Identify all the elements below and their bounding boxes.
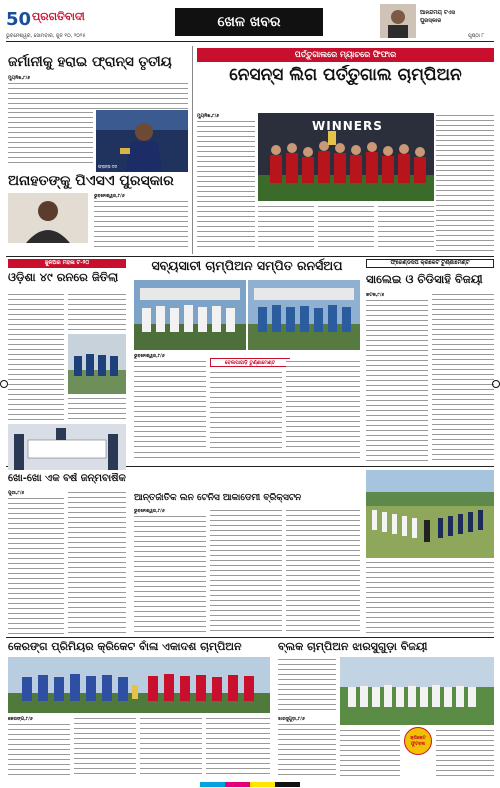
a9-dateline: କେରଙ୍ଗ,୮/୬: [8, 717, 33, 722]
a10-photo: [340, 657, 494, 725]
page-label: ପୃଷ୍ଠା ୮: [468, 33, 485, 39]
a3-body-col2: [436, 113, 494, 251]
section-title-box: [175, 8, 323, 36]
a1-dateline: ମ୍ୟୁନିଖ,୮/୬: [8, 76, 31, 81]
a7-body-col2: [68, 490, 126, 634]
a4-body-col3: [68, 396, 126, 422]
a8-body-col2: [210, 508, 282, 634]
a10-badge-line1: କ୍ରିକେଟ: [410, 736, 426, 741]
a9-body-col4: [206, 716, 270, 778]
a3-banner-text: WINNERS: [312, 119, 383, 133]
cheque-presentation-photo-icon: [8, 424, 126, 470]
a5-box: [210, 358, 290, 367]
a7-dateline: ପୁରୀ,୮/୬: [8, 491, 25, 496]
a10-body-left: [278, 657, 336, 713]
a10-body-col1: [278, 722, 336, 778]
a5-headline: ସବ୍ୟସାଚୀ ଚାମ୍ପିଅନ ସମ୍ପିତ ରନର୍ସଅପ: [151, 258, 343, 273]
lower-band-rule: [6, 637, 494, 638]
a6-body-col2: [432, 292, 494, 464]
a8-dateline: ଭୁବନେଶ୍ୱର,୮/୬: [134, 509, 165, 514]
color-swatch-cyan: [200, 782, 225, 787]
a9-body-col3: [140, 716, 202, 778]
a4-kicker: ଜୁନିଅର ମହିଳା ଟି-୨୦: [44, 260, 90, 266]
a6-photo: [366, 470, 494, 558]
a3-body-col4: [318, 204, 374, 251]
svg-text:50: 50: [6, 9, 32, 28]
a5-body-col2: [210, 370, 282, 449]
a4-photo: [68, 334, 126, 394]
a1-headline: ଜର୍ମାନୀକୁ ହରାଇ ଫ୍ରାନ୍ସ ତୃତୀୟ: [8, 54, 172, 70]
a5-dateline: ଭୁବନେଶ୍ୱର,୮/୬: [134, 354, 165, 359]
a6-headline: ସାଲେଇ ଓ ଚିଡିସାହି ବିଜୟୀ: [366, 272, 483, 286]
a5-photo-right: [248, 280, 360, 350]
color-swatch-black: [275, 782, 300, 787]
a3-photo: [258, 113, 434, 201]
award-ceremony-photo-icon: [134, 280, 246, 350]
winners-group-photo-icon: [248, 280, 360, 350]
a6-photo-caption: [366, 560, 494, 634]
color-bar: [200, 782, 300, 787]
masthead: [0, 0, 500, 44]
a9-photo: [8, 657, 270, 713]
a6-kicker: ଫ୍ରେଣ୍ଡସିପ କ୍ରିକେଟ ଟୁର୍ଣ୍ଣାମେଣ୍ଟ: [390, 260, 470, 266]
a3-kicker-bar: [197, 48, 494, 62]
masthead-rule: [6, 41, 494, 42]
a2-dateline: ଭୁବନେଶ୍ୱର,୮/୬: [94, 194, 125, 199]
cricket-team-photo-icon: [68, 334, 126, 394]
a3-body-col1: [197, 119, 255, 251]
logo-50-icon: [6, 8, 32, 28]
a4-body-col2: [68, 292, 126, 332]
side-caption-1: ଆନନ୍ଦମୟ ଟିଏସ: [420, 10, 456, 16]
a8-body-col1: [134, 514, 206, 634]
a5-photo-left-caption: [134, 450, 360, 462]
a10-badge: [404, 727, 432, 755]
newspaper-logo: [6, 8, 32, 28]
a7-headline: ଖୋ-ଖୋ ଏକ ବର୍ଷ ଜନ୍ମବାର୍ଷିକ: [8, 473, 126, 484]
football-player-photo-icon: [96, 110, 188, 172]
a5-photo-left: [134, 280, 246, 350]
a10-body-col3: [436, 728, 494, 778]
a6-body-col1: [366, 298, 428, 464]
a9-body-col1: [8, 722, 70, 778]
a10-body-col2: [340, 728, 400, 778]
a6-kicker-box: [366, 259, 494, 268]
a1-photo: [96, 110, 188, 172]
a6-dateline: କଟକ,୮/୬: [366, 293, 385, 298]
brand-name: ପ୍ରଗତିବାଦୀ: [32, 10, 85, 23]
a10-badge-line2: ଫୁଟବଲ: [410, 742, 426, 747]
a4-headline: ଓଡ଼ିଶା ୪୯ ରନରେ ଜିତିଲା: [8, 270, 119, 284]
a10-dateline: ଝାରସୁଗୁଡ଼ା,୮/୬: [278, 717, 305, 722]
a3-kicker: ପର୍ତ୍ତୁଗାଲରେ ମ୍ୟାଚରେ ଫିଫାର: [294, 50, 397, 59]
a7-body-col1: [8, 496, 64, 634]
a2-headline: ଅନାହତଙ୍କୁ ପିଏସଏ ପୁରସ୍କାର: [8, 173, 174, 189]
a3-dateline: ମ୍ୟୁନିଖ,୮/୬: [197, 114, 220, 119]
top-section-rule: [6, 256, 494, 257]
football-team-photo-icon: [340, 657, 494, 725]
portrait-icon: [380, 4, 416, 38]
a8-headline: ଆନ୍ତର୍ଜାତିକ ଲନ ଟେନିସ ଆକାଡେମୀ ବ୍ରିକ୍ସଟନ: [134, 493, 302, 503]
cricket-team-trophy-photo-icon: [8, 657, 270, 713]
a9-body-col2: [74, 716, 136, 778]
side-caption-2: ପୁରସ୍କାର: [420, 18, 442, 24]
a1-body: [8, 81, 188, 109]
a8-body-col3: [286, 508, 360, 634]
left-column-divider: [192, 46, 193, 254]
athlete-portrait-icon: [8, 193, 88, 243]
a9-headline: କେରଙ୍ଗ ପ୍ରିମିୟର କ୍ରିକେଟ ବାଁଳା ଏକାଦଶ ଚାମ୍ପିଅନ: [8, 640, 242, 653]
color-swatch-yellow: [250, 782, 275, 787]
a4-body-col1: [8, 292, 64, 422]
a1-photo-label: ଫ୍ରାନ୍ସ ଦଳ: [98, 164, 118, 169]
dateline-strip: ଭୁବନେଶ୍ୱର, ସୋମବାର, ଜୁନ ୧୦, ୨୦୨୫: [6, 33, 86, 39]
cricket-match-lineup-photo-icon: [366, 470, 494, 558]
registration-mark-right-icon: [492, 380, 500, 388]
a1-body-left: [8, 110, 93, 165]
a5-box-label: ବେଲପାହାଡ଼ି ଟୁର୍ଣ୍ଣାମେଣ୍ଟ: [224, 359, 276, 366]
a5-body-col3: [286, 359, 360, 449]
a5-body-col1: [134, 359, 206, 449]
a3-headline: ନେସନ୍ସ ଲିଗ ପର୍ତ୍ତୁଗାଲ ଚାମ୍ପିଅନ: [229, 65, 462, 85]
a2-photo: [8, 193, 88, 243]
a3-body-col5: [378, 204, 434, 251]
a10-headline: ବ୍ଲକ ଚାମ୍ପିଅନ ଝାରସୁଗୁଡ଼ା ବିଜୟୀ: [278, 640, 428, 653]
registration-mark-left-icon: [0, 380, 8, 388]
section-title: ଖେଳ ଖବର: [217, 14, 281, 30]
masthead-side-photo: [380, 4, 416, 38]
a4-kicker-bar: [8, 259, 126, 268]
a2-body: [94, 199, 188, 251]
color-swatch-magenta: [225, 782, 250, 787]
a3-body-col3: [258, 204, 314, 251]
a7-photo: [8, 424, 126, 470]
